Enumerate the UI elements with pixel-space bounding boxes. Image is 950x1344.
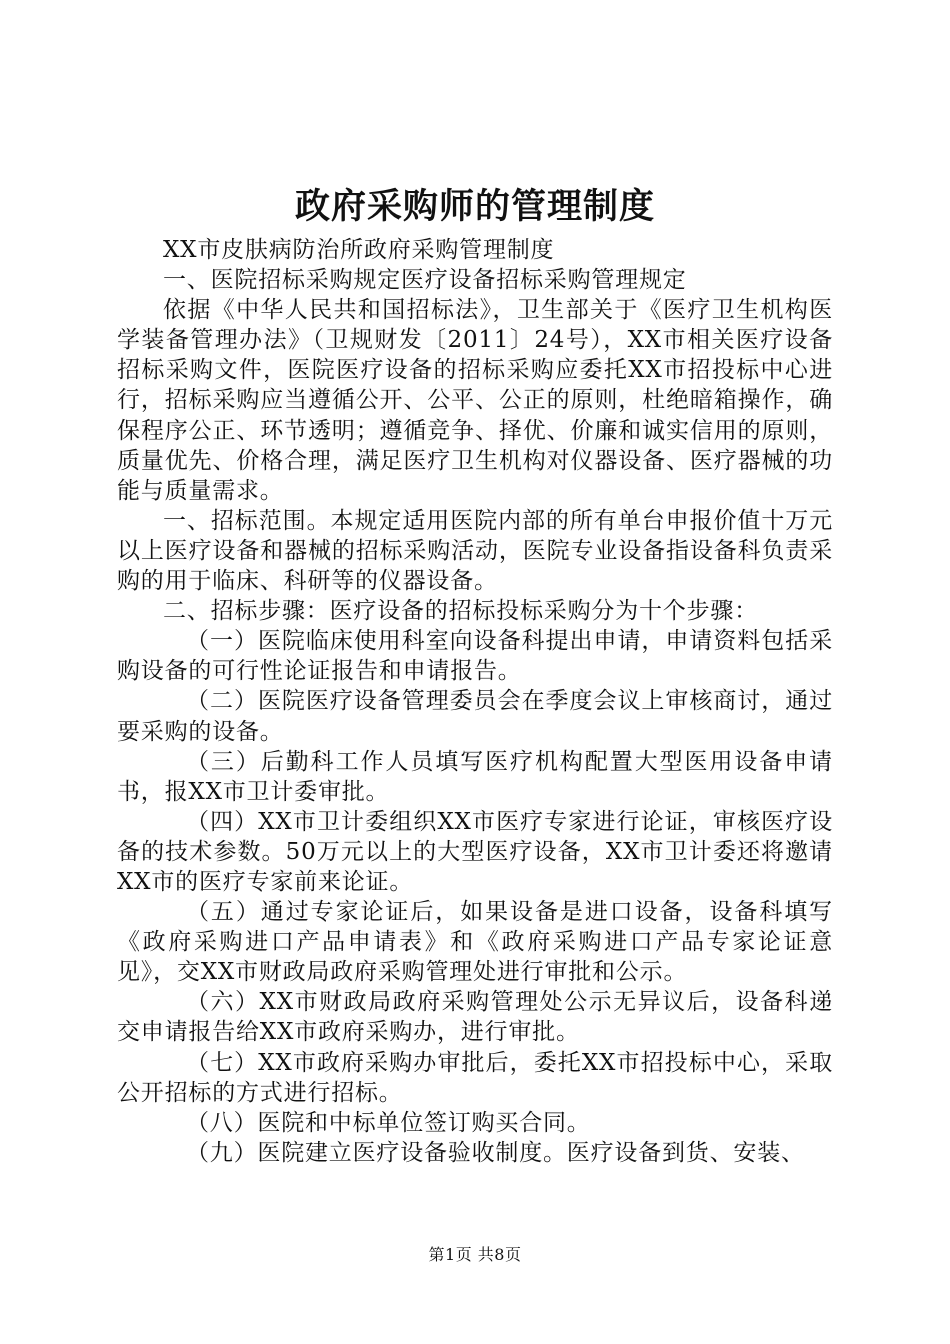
- paragraph-basis: 依据《中华人民共和国招标法》，卫生部关于《医疗卫生机构医学装备管理办法》（卫规财发〔2011〕24号），XX市相关医疗设备招标采购文件，医院医疗设备的招标采购应委托XX市招投标中心进行，招标采购应当遵循公开、公平、公正的原则，杜绝暗箱操作，确保程序公正、环节透明；遵循竞争、择优、价廉和诚实信用的原则，质量优先、价格合理，满足医疗卫生机构对仪器设备、医疗器械的功能与质量需求。: [117, 297, 833, 504]
- paragraph-step-3: （三）后勤科工作人员填写医疗机构配置大型医用设备申请书，报XX市卫计委审批。: [117, 748, 833, 805]
- page-number-footer: 第1页 共8页: [428, 1245, 522, 1264]
- paragraph-step-4: （四）XX市卫计委组织XX市医疗专家进行论证，审核医疗设备的技术参数。50万元以上的大型医疗设备，XX市卫计委还将邀请XX市的医疗专家前来论证。: [117, 808, 833, 895]
- paragraph-scope: 一、招标范围。本规定适用医院内部的所有单台申报价值十万元以上医疗设备和器械的招标采购活动，医院专业设备指设备科负责采购的用于临床、科研等的仪器设备。: [117, 507, 833, 595]
- paragraph-steps-intro: 二、招标步骤：医疗设备的招标投标采购分为十个步骤：: [163, 598, 758, 625]
- paragraph-org-title: XX市皮肤病防治所政府采购管理制度: [163, 237, 555, 263]
- paragraph-step-9: （九）医院建立医疗设备验收制度。医疗设备到货、安装、: [186, 1139, 805, 1166]
- paragraph-step-5: （五）通过专家论证后，如果设备是进口设备，设备科填写《政府采购进口产品申请表》和《政府采购进口产品专家论证意见》，交XX市财政局政府采购管理处进行审批和公示。: [117, 899, 833, 986]
- document-title: 政府采购师的管理制度: [294, 186, 655, 227]
- document-body: [117, 235, 833, 1168]
- paragraph-step-1: （一）医院临床使用科室向设备科提出申请，申请资料包括采购设备的可行性论证报告和申请报告。: [117, 628, 833, 685]
- paragraph-step-6: （六）XX市财政局政府采购管理处公示无异议后，设备科递交申请报告给XX市政府采购办，进行审批。: [117, 989, 833, 1046]
- paragraph-step-8: （八）医院和中标单位签订购买合同。: [186, 1109, 591, 1136]
- paragraph-section-heading: 一、医院招标采购规定医疗设备招标采购管理规定: [163, 267, 687, 294]
- paragraph-step-7: （七）XX市政府采购办审批后，委托XX市招投标中心，采取公开招标的方式进行招标。: [117, 1049, 833, 1106]
- paragraph-step-2: （二）医院医疗设备管理委员会在季度会议上审核商讨，通过要采购的设备。: [117, 688, 833, 745]
